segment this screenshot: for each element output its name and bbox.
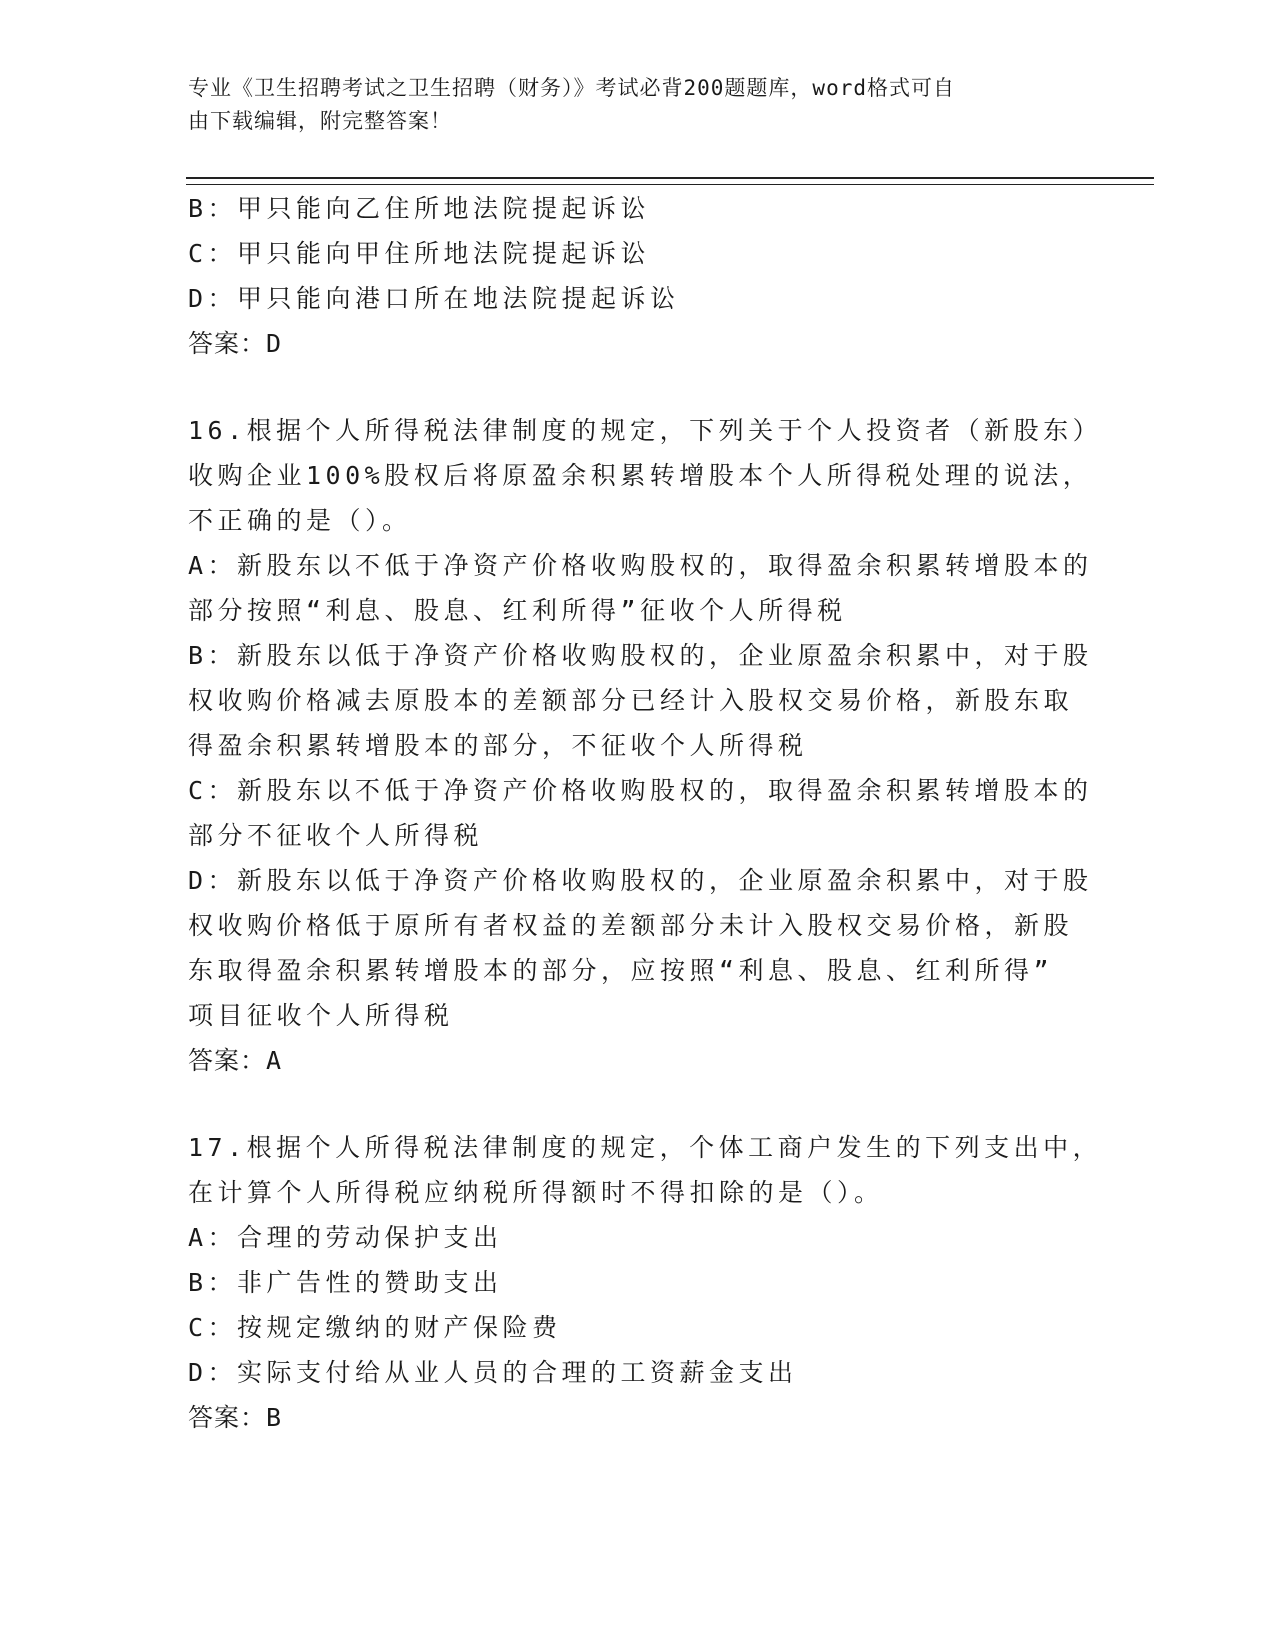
option-a: A：新股东以不低于净资产价格收购股权的，取得盈余积累转增股本的 [188, 551, 1093, 580]
header-line-2: 由下载编辑，附完整答案！ [188, 109, 452, 133]
option-c: C：新股东以不低于净资产价格收购股权的，取得盈余积累转增股本的 [188, 776, 1093, 805]
document-header [188, 72, 1068, 138]
option-d-continued: 权收购价格低于原所有者权益的差额部分未计入股权交易价格，新股 [188, 911, 1074, 940]
question-stem-line: 收购企业100%股权后将原盈余积累转增股本个人所得税处理的说法， [188, 461, 1093, 490]
question-stem-line: 不正确的是（）。 [188, 506, 412, 535]
question-stem-line: 17.根据个人所得税法律制度的规定，个体工商户发生的下列支出中， [188, 1133, 1103, 1162]
question-16 [188, 408, 1103, 1083]
header-line-1: 专业《卫生招聘考试之卫生招聘（财务）》考试必背200题题库，word格式可自 [188, 76, 955, 100]
option-c: C：按规定缴纳的财产保险费 [188, 1313, 562, 1342]
question-stem-line: 在计算个人所得税应纳税所得额时不得扣除的是（）。 [188, 1178, 884, 1207]
option-b: B：新股东以低于净资产价格收购股权的，企业原盈余积累中，对于股 [188, 641, 1093, 670]
option-a: A：合理的劳动保护支出 [188, 1223, 503, 1252]
answer-line: 答案：B [188, 1403, 283, 1432]
option-b-continued: 权收购价格减去原股本的差额部分已经计入股权交易价格，新股东取 [188, 686, 1074, 715]
option-b: B：非广告性的赞助支出 [188, 1268, 503, 1297]
question-stem-line: 16.根据个人所得税法律制度的规定，下列关于个人投资者（新股东） [188, 416, 1103, 445]
question-15-continued [188, 186, 1088, 366]
option-d: D：新股东以低于净资产价格收购股权的，企业原盈余积累中，对于股 [188, 866, 1093, 895]
option-d: D：甲只能向港口所在地法院提起诉讼 [188, 284, 680, 313]
option-b: B：甲只能向乙住所地法院提起诉讼 [188, 194, 651, 223]
option-d-continued: 东取得盈余积累转增股本的部分，应按照“利息、股息、红利所得” [188, 956, 1054, 985]
option-c-continued: 部分不征收个人所得税 [188, 821, 484, 850]
header-divider [186, 177, 1154, 185]
answer-line: 答案：D [188, 329, 283, 358]
question-body [188, 186, 1103, 1440]
option-d-continued: 项目征收个人所得税 [188, 1001, 454, 1030]
option-c: C：甲只能向甲住所地法院提起诉讼 [188, 239, 651, 268]
option-b-continued: 得盈余积累转增股本的部分，不征收个人所得税 [188, 731, 808, 760]
question-17 [188, 1125, 1103, 1440]
answer-line: 答案：A [188, 1046, 283, 1075]
option-a-continued: 部分按照“利息、股息、红利所得”征收个人所得税 [188, 596, 847, 625]
option-d: D：实际支付给从业人员的合理的工资薪金支出 [188, 1358, 798, 1387]
